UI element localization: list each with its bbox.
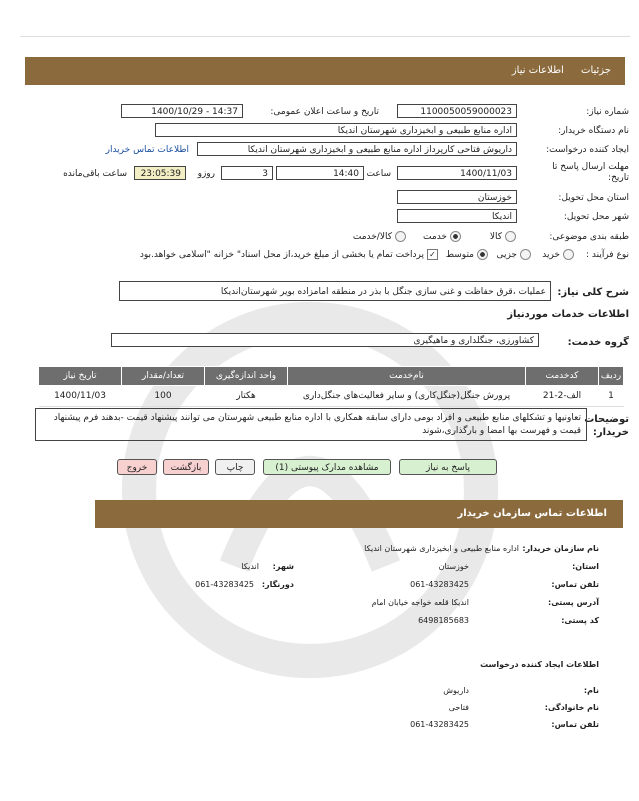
creator-phone-label: تلفن تماس: [551, 720, 599, 729]
category-option-both[interactable]: کالا/خدمت [353, 231, 409, 242]
contact-city-value: اندیکا [241, 562, 259, 571]
radio-minor[interactable] [520, 249, 531, 260]
contact-fax-label: دورنگار: [261, 580, 294, 589]
category-option-goods[interactable]: کالا [490, 231, 519, 242]
cell-row: 1 [599, 386, 624, 407]
process-option-purchase[interactable]: خرید [542, 249, 577, 260]
city-label: شهر محل تحویل: [563, 212, 629, 222]
table-row [39, 386, 624, 407]
deadline-time-field: 14:40 [276, 166, 364, 180]
col-unit: واحد اندازه‌گیری [205, 367, 288, 386]
attached-docs-button[interactable]: مشاهده مدارک پیوستی (1) [263, 459, 391, 475]
col-row: ردیف [599, 367, 624, 386]
contact-city-label: شهر: [272, 562, 294, 571]
buyer-label: نام دستگاه خریدار: [558, 126, 629, 136]
col-code: کدخدمت [526, 367, 599, 386]
buyer-notes-field: تعاونیها و تشکلهای منابع طبیعی و افراد بومی دارای سابقه همکاری با اداره منابع طبیعی شهرستان می توانند پیشنهاد قیمت -بدهند فرم پیشنهاد قیمت و فهرست بها امضا و بارگذاری،شوند [35, 408, 587, 441]
buyer-notes-label: توضیحات خریدار: [584, 414, 629, 438]
category-option-service[interactable]: خدمت [423, 231, 464, 242]
remaining-time-field: 23:05:39 [134, 166, 186, 180]
creator-info-title: اطلاعات ایجاد کننده درخواست [480, 660, 599, 669]
summary-field: عملیات ،قرق حفاظت و غنی سازی جنگل با بذر در منطقه امامزاده بویر شهرستان‌اندیکا [119, 281, 551, 301]
contact-province-label: استان: [572, 562, 599, 571]
contact-address-label: آدرس پستی: [548, 598, 599, 607]
process-label: نوع فرآیند : [586, 250, 629, 260]
services-table [38, 366, 624, 407]
city-field: اندیکا [397, 209, 517, 223]
tab-details[interactable]: جزئیات [581, 65, 611, 76]
radio-both[interactable] [395, 231, 406, 242]
need-number-field: 1100050059000023 [397, 104, 517, 118]
cell-service-name: پرورش جنگل(جنگل‌کاری) و سایر فعالیت‌های جنگل‌داری [288, 386, 526, 407]
creator-label: ایجاد کننده درخواست: [546, 145, 629, 155]
process-option-medium[interactable]: متوسط [446, 249, 491, 260]
contact-org-label: نام سازمان خریدار: [522, 544, 599, 553]
process-option-minor[interactable]: جزیی [496, 249, 534, 260]
radio-medium[interactable] [477, 249, 488, 260]
buyer-field: اداره منابع طبیعی و ابخیزداری شهرستان اندیکا [155, 123, 517, 137]
creator-family-value: فتاحی [448, 703, 469, 712]
col-quantity: تعداد/مقدار [122, 367, 205, 386]
reply-button[interactable]: پاسخ به نیاز [399, 459, 497, 475]
contact-fax-value: 061-43283425 [195, 580, 254, 589]
buyer-contact-link[interactable]: اطلاعات تماس خریدار [105, 145, 189, 155]
cell-unit: هکتار [205, 386, 288, 407]
tab-need-info[interactable]: اطلاعات نیاز [511, 65, 564, 76]
back-button[interactable]: بازگشت [163, 459, 209, 475]
deadline-label: مهلت ارسال پاسخ تا تاریخ: [552, 162, 629, 183]
radio-purchase[interactable] [563, 249, 574, 260]
deadline-date-field: 1400/11/03 [397, 166, 517, 180]
creator-name-label: نام: [583, 686, 599, 695]
payment-note[interactable]: ✓پرداخت تمام یا بخشی از مبلغ خرید،از محل اسناد" خزانه "اسلامی خواهد.بود [140, 249, 441, 260]
services-title: اطلاعات خدمات مورد‌نیاز [507, 309, 629, 320]
page-header [25, 57, 625, 85]
deadline-time-label: ساعت [366, 169, 391, 179]
remaining-label: ساعت باقی‌مانده [63, 169, 127, 179]
contact-address-value: اندیکا قلعه خواجه خیابان امام [371, 598, 469, 607]
contact-postal-label: کد پستی: [561, 616, 599, 625]
category-label: طبقه بندی موضوعی: [549, 232, 629, 242]
creator-family-label: نام خانوادگی: [544, 703, 599, 712]
creator-name-value: داریوش [443, 686, 469, 695]
payment-checkbox[interactable]: ✓ [427, 249, 438, 260]
contact-org-value: اداره منابع طبیعی و ابخیزداری شهرستان اندیکا [364, 544, 519, 553]
contact-postal-value: 6498185683 [418, 616, 469, 625]
province-label: استان محل تحویل: [558, 193, 629, 203]
contact-phone-value: 061-43283425 [410, 580, 469, 589]
cell-code: الف-2-21 [526, 386, 599, 407]
col-service-name: نام‌خدمت [288, 367, 526, 386]
col-date: تاریخ نیاز [39, 367, 122, 386]
need-number-label: شماره نیاز: [586, 107, 629, 117]
contact-header [95, 500, 623, 528]
contact-phone-label: تلفن تماس: [551, 580, 599, 589]
radio-service[interactable] [450, 231, 461, 242]
print-button[interactable]: چاپ [215, 459, 255, 475]
days-field: 3 [221, 166, 273, 180]
creator-phone-value: 061-43283425 [410, 720, 469, 729]
announce-label: تاریخ و ساعت اعلان عمومی: [270, 107, 379, 117]
group-field: کشاورزی، جنگلداری و ماهیگیری [111, 333, 539, 347]
summary-label: شرح کلی نیاز: [557, 287, 629, 298]
contact-title: اطلاعات تماس سازمان خریدار [457, 508, 607, 519]
radio-goods[interactable] [505, 231, 516, 242]
top-divider [20, 36, 630, 37]
creator-field: داریوش فتاحی کارپرداز اداره منابع طبیعی و ابخیزداری شهرستان اندیکا [197, 142, 517, 156]
province-field: خوزستان [397, 190, 517, 204]
cell-quantity: 100 [122, 386, 205, 407]
days-label: روزو [197, 169, 215, 179]
contact-province-value: خوزستان [438, 562, 469, 571]
announce-field: 1400/10/29 - 14:37 [121, 104, 243, 118]
exit-button[interactable]: خروج [117, 459, 157, 475]
group-label: گروه خدمت: [567, 337, 629, 348]
cell-date: 1400/11/03 [39, 386, 122, 407]
